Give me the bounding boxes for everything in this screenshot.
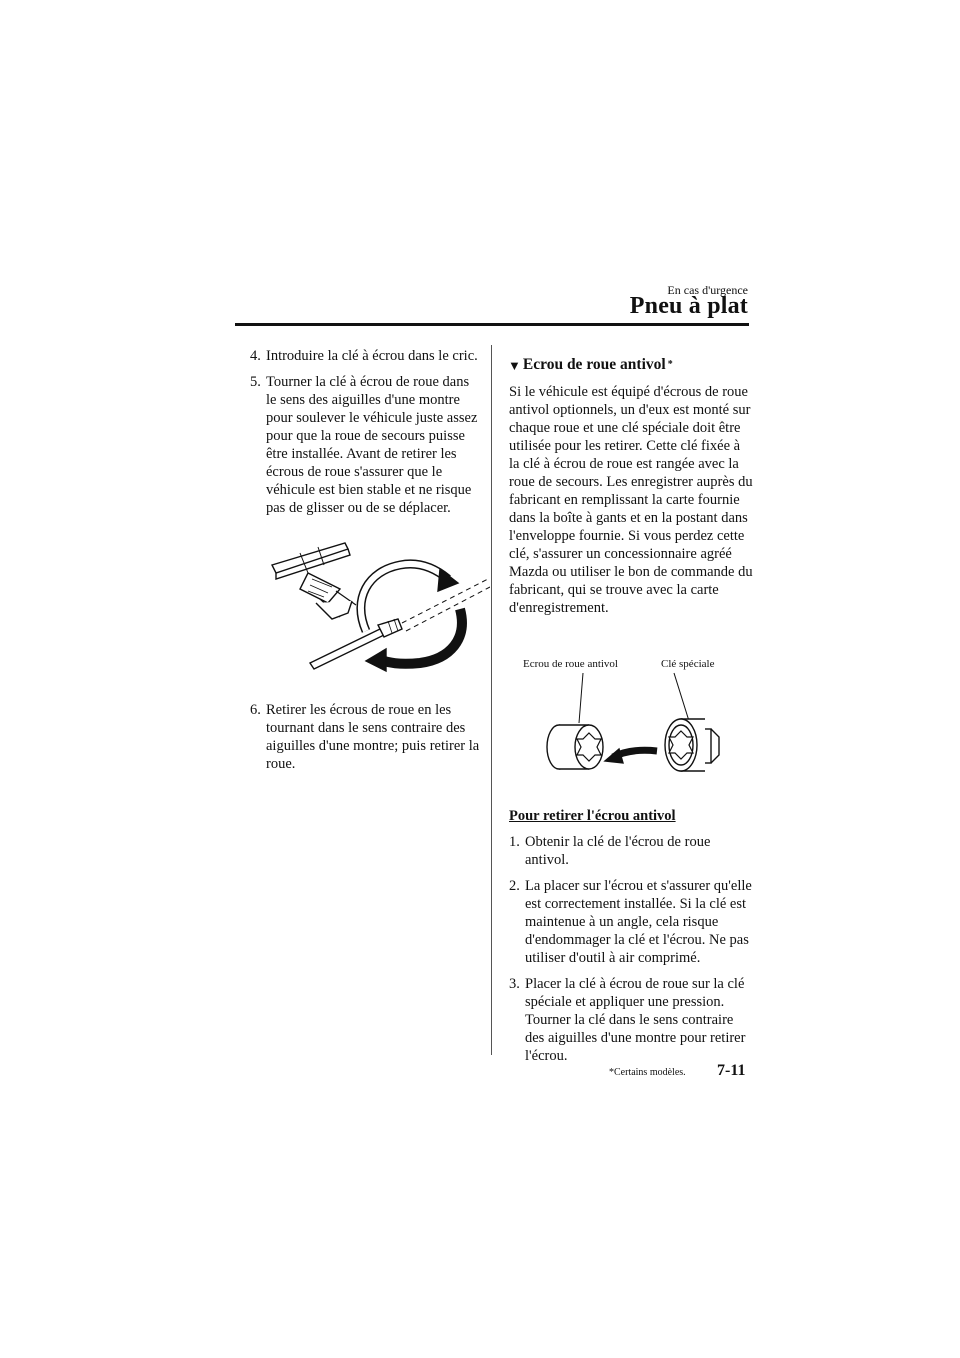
page-number: 7-11: [717, 1062, 746, 1079]
step-item: [509, 975, 754, 1065]
left-column: [250, 347, 482, 781]
step-text: Retirer les écrous de roue en les tournant dans le sens contraire des aiguilles d'une montre; puis retirer la roue.: [266, 702, 480, 772]
page-title: Pneu à plat: [629, 293, 748, 319]
step-number: 6.: [250, 702, 261, 718]
intro-paragraph: Si le véhicule est équipé d'écrous de roue antivol optionnels, un d'eux est monté sur chaque roue et une clé spéciale doit être utilisée pour les retirer. Cette clé fixée à la clé à écrou de roue est rangée avec la roue de secours. Les enregistrer auprès du fabricant en remplissant la carte fournie dans la boîte à gants et en la postant dans l'enveloppe fournie. Si vous perdez cette clé, s'assurer un concessionnaire agréé Mazda ou utiliser le bon de commande du fabricant, qui se trouve avec la carte d'enregistrement.: [509, 384, 753, 616]
step-item: [250, 373, 482, 517]
step-number: 5.: [250, 374, 261, 390]
jack-figure: [270, 539, 490, 679]
step-text: Placer la clé à écrou de roue sur la clé spéciale et appliquer une pression. Tourner la clé dans le sens contraire des aiguilles d'une montre pour retirer l'écrou.: [525, 976, 746, 1064]
lug-nut-figure: [509, 655, 749, 785]
section-heading: [508, 356, 754, 375]
asterisk-marker: *: [667, 359, 673, 370]
step-item: [509, 877, 754, 967]
header-divider: [235, 323, 749, 326]
step-number: 1.: [509, 834, 520, 850]
footer-note-text: Certains modèles.: [614, 1067, 686, 1078]
step-item: [509, 833, 754, 869]
step-item: [250, 347, 482, 365]
step-number: 4.: [250, 348, 261, 364]
procedure-title: Pour retirer l'écrou antivol: [509, 808, 676, 824]
column-divider: [491, 345, 492, 1055]
lug-nut-key-icon: [539, 665, 749, 785]
step-number: 3.: [509, 976, 520, 992]
triangle-marker-icon: ▼: [508, 358, 521, 373]
step-text: Tourner la clé à écrou de roue dans le sens des aiguilles d'une montre pour soulever le véhicule juste assez pour que la roue de secours puisse être installée. Avant de retirer les écrous de roue s'assurer que le véhicule est bien stable et ne risque pas de glisser ou de se déplacer.: [266, 374, 478, 516]
step-text: Introduire la clé à écrou dans le cric.: [266, 348, 478, 364]
figure-label-key: Clé spéciale: [661, 658, 715, 670]
step-text: Obtenir la clé de l'écrou de roue antivol.: [525, 834, 711, 868]
footer-note: [609, 1067, 686, 1078]
asterisk-marker: *: [609, 1067, 614, 1078]
section-title: En cas d'urgence: [667, 283, 748, 297]
right-column: [509, 356, 754, 1073]
section-heading-text: Ecrou de roue antivol: [522, 356, 666, 373]
figure-label-nut: Ecrou de roue antivol: [523, 658, 618, 670]
jack-crank-icon: [270, 539, 490, 679]
step-item: [250, 701, 482, 773]
step-text: La placer sur l'écrou et s'assurer qu'elle est correctement installée. Si la clé est maintenue à un angle, cela risque d'endommager la clé et l'écrou. Ne pas utiliser d'outil à air comprimé.: [525, 878, 752, 966]
step-number: 2.: [509, 878, 520, 894]
